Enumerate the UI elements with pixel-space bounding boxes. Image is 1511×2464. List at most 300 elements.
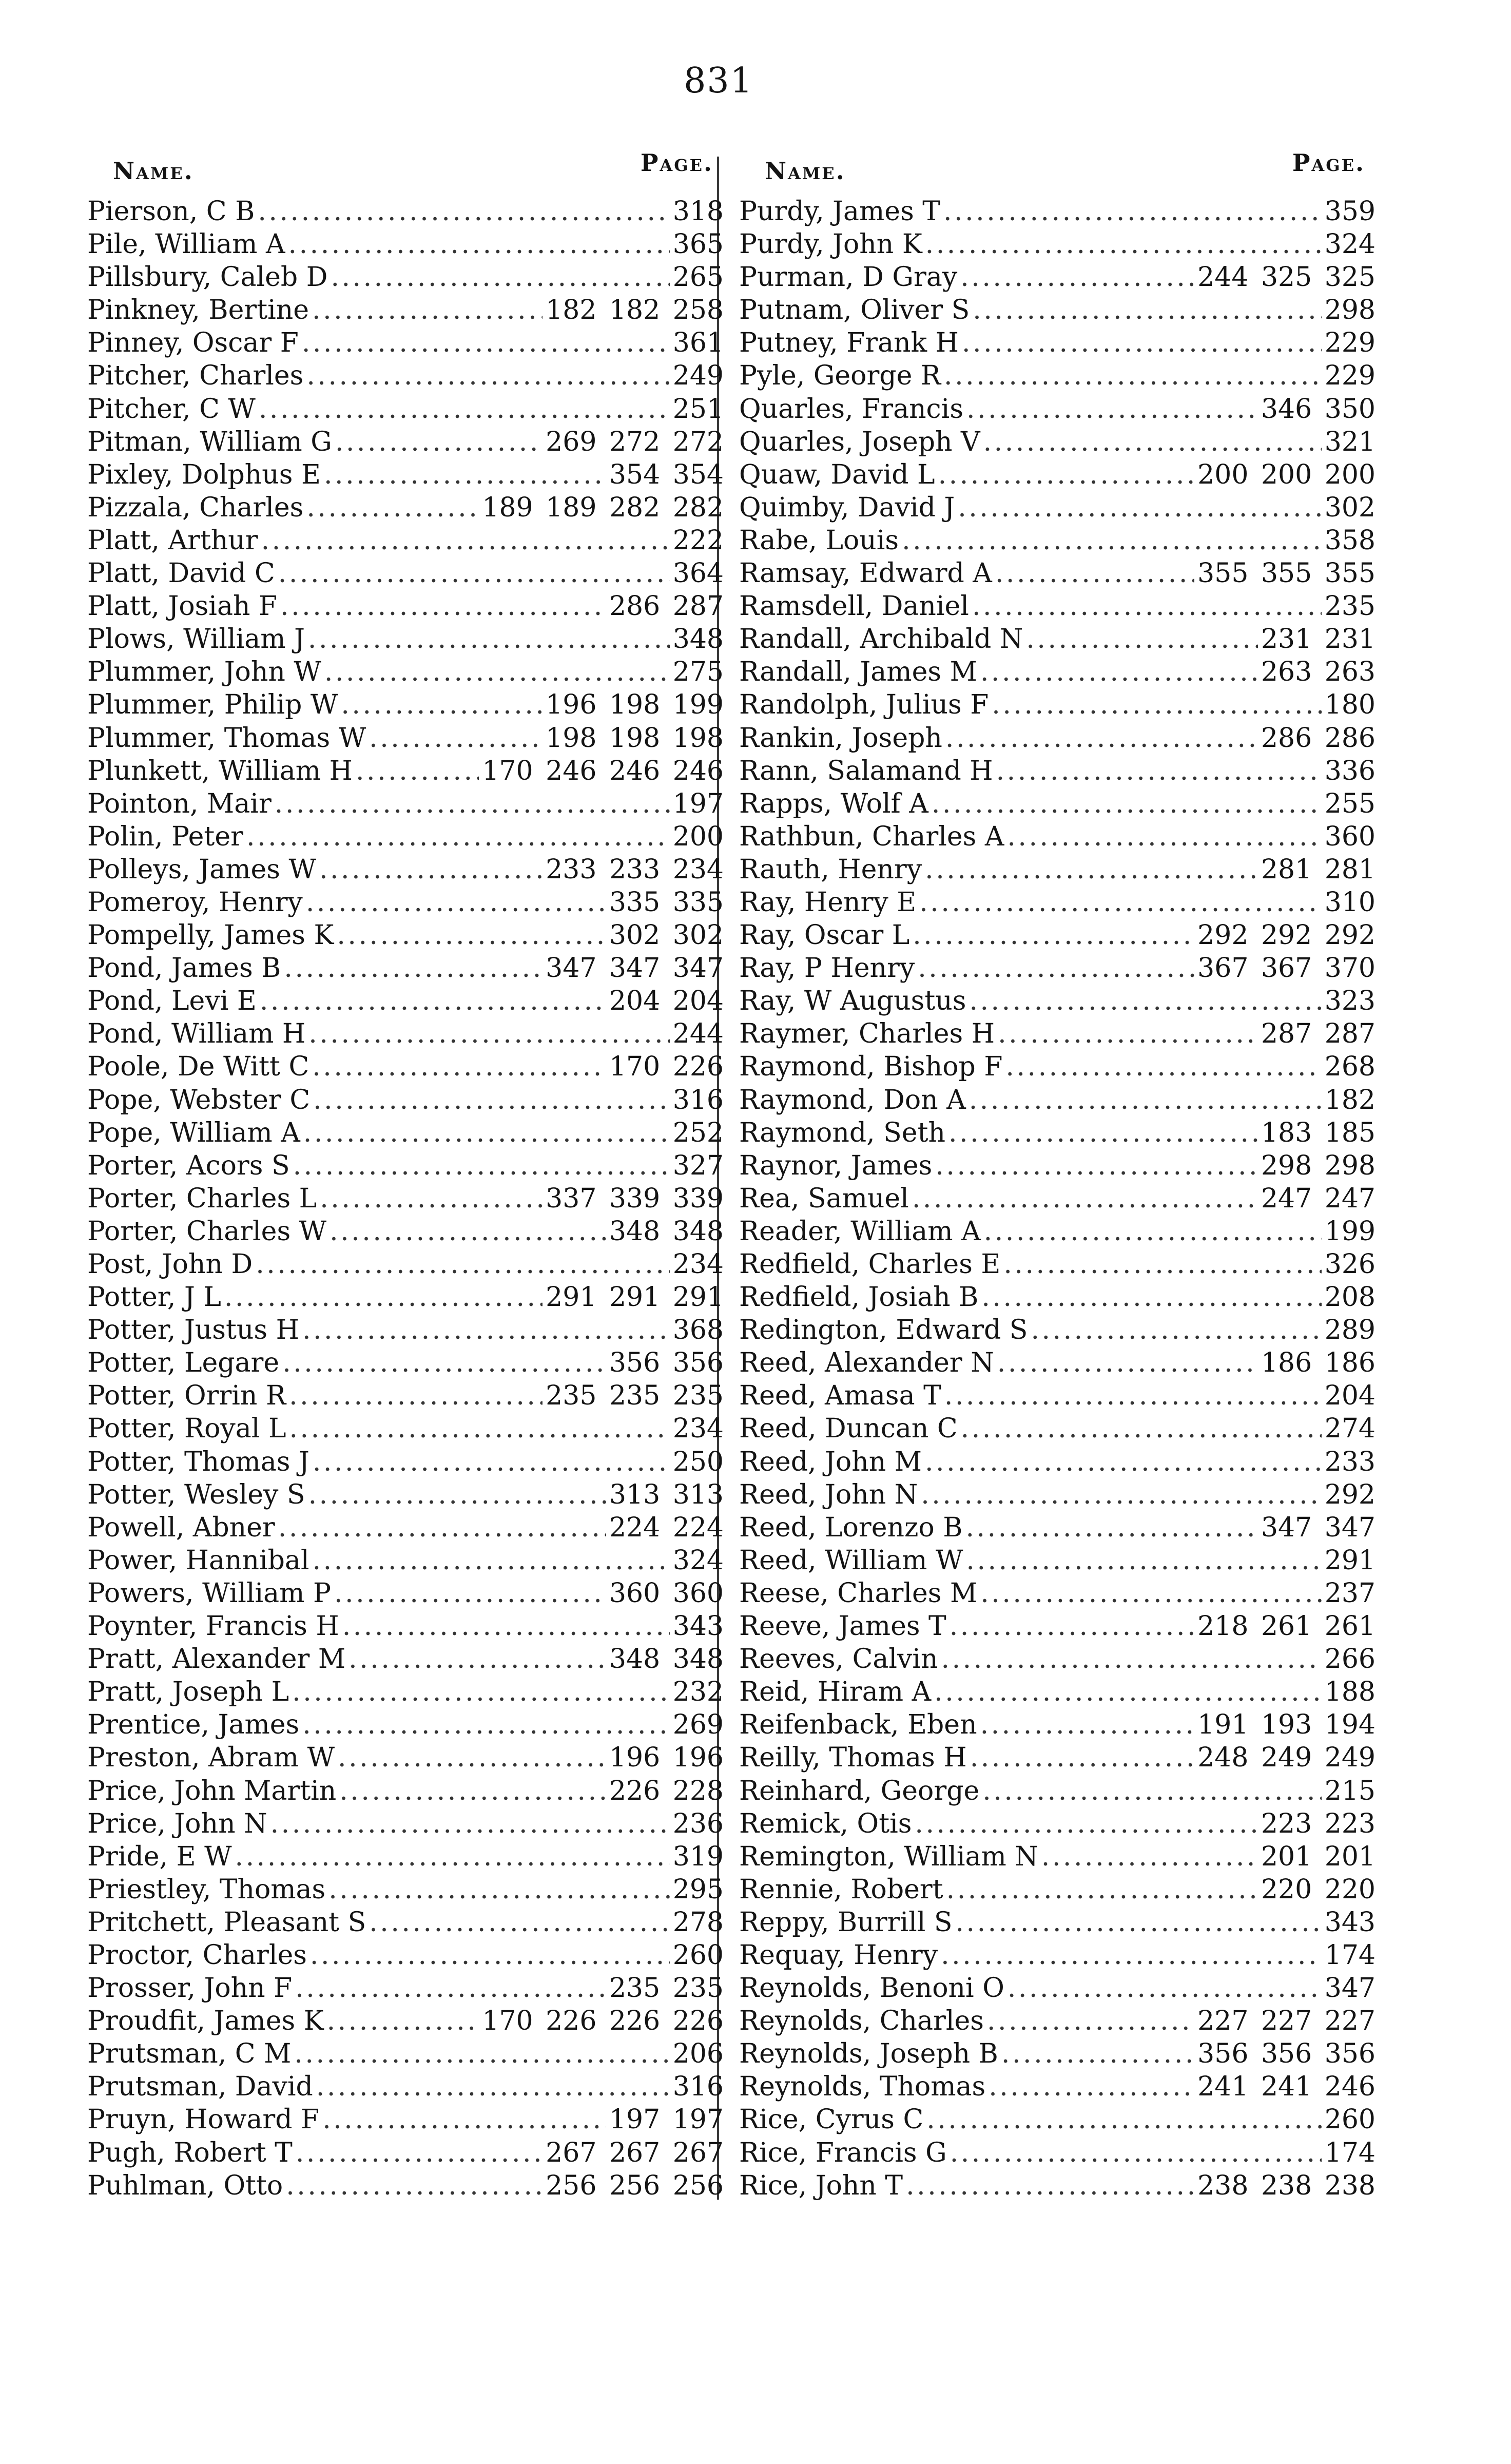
index-entry [87, 1017, 724, 1050]
entry-name: Pitcher, Charles [87, 360, 304, 392]
entry-pages: 233 233 234 [546, 854, 724, 885]
entry-pages: 224 224 [609, 1512, 724, 1543]
index-entry [739, 1116, 1376, 1149]
dot-leader [1003, 1248, 1321, 1281]
entry-name: Potter, Wesley S [87, 1479, 305, 1510]
index-entry [739, 1873, 1376, 1906]
entry-pages: 368 [672, 1315, 724, 1346]
entry-pages: 267 267 267 [546, 2137, 724, 2168]
entry-name: Plows, William J [87, 624, 305, 655]
index-entry [87, 1544, 724, 1577]
left-column [87, 149, 724, 2202]
entry-name: Reynolds, Benoni O [739, 1973, 1004, 2004]
index-entry [87, 1708, 724, 1741]
dot-leader [282, 1346, 606, 1379]
dot-leader [275, 787, 670, 820]
index-entry [739, 1840, 1376, 1873]
dot-leader [319, 853, 543, 886]
dot-leader [925, 1446, 1322, 1478]
left-column-header [87, 149, 724, 195]
index-entry [739, 1149, 1376, 1182]
entry-name: Reader, William A [739, 1216, 981, 1247]
entry-pages: 234 [672, 1413, 724, 1445]
entry-pages: 182 182 258 [546, 295, 724, 326]
entry-pages: 337 339 339 [546, 1183, 724, 1214]
entry-pages: 236 [672, 1808, 724, 1839]
right-column [739, 149, 1376, 2202]
index-entry [87, 1379, 724, 1412]
index-entry [739, 1248, 1376, 1281]
index-entry [87, 524, 724, 557]
entry-name: Purman, D Gray [739, 262, 958, 293]
entry-pages: 274 [1324, 1413, 1376, 1445]
dot-leader [926, 2103, 1321, 2136]
entry-name: Ray, Henry E [739, 887, 917, 918]
entry-pages: 196 198 199 [546, 689, 724, 721]
index-entry [87, 491, 724, 524]
entry-pages: 229 [1324, 328, 1376, 359]
entry-name: Pinkney, Bertine [87, 295, 309, 326]
index-entry [87, 1314, 724, 1346]
entry-pages: 215 [1324, 1775, 1376, 1806]
dot-leader [320, 1182, 543, 1215]
index-entry [87, 1084, 724, 1116]
index-entry [739, 952, 1376, 985]
entry-pages: 360 360 [609, 1577, 724, 1609]
entry-pages: 354 354 [609, 459, 724, 490]
entry-name: Price, John N [87, 1808, 267, 1839]
entry-name: Porter, Acors S [87, 1150, 290, 1181]
index-entry [739, 326, 1376, 359]
dot-leader [969, 985, 1321, 1017]
dot-leader [945, 722, 1258, 755]
index-entry [87, 359, 724, 392]
dot-leader [258, 195, 669, 228]
index-entry [87, 2103, 724, 2136]
entry-name: Randall, Archibald N [739, 624, 1023, 655]
dot-leader [982, 1775, 1321, 1807]
index-entry [739, 623, 1376, 656]
dot-leader [934, 1676, 1322, 1708]
index-entry [87, 1972, 724, 2005]
dot-leader [296, 2136, 543, 2169]
entry-name: Polin, Peter [87, 821, 243, 852]
entry-pages: 286 286 [1261, 722, 1376, 754]
dot-leader [302, 1314, 670, 1346]
index-entry [739, 985, 1376, 1017]
index-entry [739, 1708, 1376, 1741]
dot-leader [950, 1610, 1194, 1643]
entry-pages: 250 [672, 1446, 724, 1477]
index-entry [87, 1577, 724, 1610]
dot-leader [295, 1972, 606, 2005]
index-entry [87, 952, 724, 985]
dot-leader [302, 326, 670, 359]
dot-leader [331, 261, 669, 294]
index-entry [739, 722, 1376, 755]
dot-leader [246, 820, 670, 853]
entry-pages: 227 227 227 [1197, 2006, 1376, 2037]
dot-leader [259, 393, 670, 426]
index-entry [739, 491, 1376, 524]
entry-name: Platt, David C [87, 558, 275, 589]
index-entry [87, 688, 724, 721]
index-entry [87, 590, 724, 623]
entry-name: Potter, Legare [87, 1348, 280, 1379]
entry-name: Pompelly, James K [87, 920, 334, 951]
dot-leader [1008, 1972, 1322, 2005]
index-entry [739, 2005, 1376, 2037]
entry-name: Reynolds, Charles [739, 2006, 984, 2037]
entry-pages: 220 220 [1261, 1874, 1376, 1905]
name-header: Name. [765, 157, 846, 185]
entry-name: Purdy, John K [739, 229, 922, 260]
entry-pages: 174 [1324, 1939, 1376, 1971]
entry-name: Reed, Lorenzo B [739, 1512, 963, 1543]
index-entry [87, 1446, 724, 1478]
entry-pages: 324 [1324, 229, 1376, 260]
dot-leader [965, 1511, 1258, 1544]
dot-leader [912, 1182, 1258, 1215]
dot-leader [302, 1708, 670, 1741]
dot-leader [943, 195, 1322, 228]
index-entry [87, 1643, 724, 1676]
entry-pages: 326 [1324, 1249, 1376, 1280]
index-entry [87, 557, 724, 590]
entry-name: Rapps, Wolf A [739, 788, 928, 819]
dot-leader [324, 656, 670, 688]
dot-leader [992, 688, 1321, 721]
entry-pages: 206 [672, 2038, 724, 2070]
entry-pages: 356 356 [609, 1348, 724, 1379]
entry-pages: 260 [1324, 2104, 1376, 2135]
entry-name: Quaw, David L [739, 459, 935, 490]
dot-leader [369, 1906, 670, 1939]
dot-leader [960, 261, 1194, 294]
entry-pages: 318 [672, 196, 724, 227]
index-entry [739, 1577, 1376, 1610]
dot-leader [966, 1544, 1321, 1577]
index-entry [87, 294, 724, 326]
entry-name: Quarles, Joseph V [739, 426, 980, 457]
dot-leader [294, 2037, 669, 2070]
index-entry [87, 261, 724, 294]
index-entry [739, 1741, 1376, 1774]
entry-name: Potter, Royal L [87, 1413, 286, 1445]
entry-name: Purdy, James T [739, 196, 940, 227]
entry-pages: 347 347 [1261, 1512, 1376, 1543]
page-number: 831 [684, 61, 753, 101]
entry-name: Pierson, C B [87, 196, 255, 227]
entry-name: Reilly, Thomas H [739, 1742, 967, 1774]
entry-name: Pond, James B [87, 953, 281, 984]
entry-name: Pyle, George R [739, 360, 941, 392]
index-entry [739, 1643, 1376, 1676]
dot-leader [293, 1149, 670, 1182]
entry-pages: 252 [672, 1117, 724, 1148]
entry-pages: 292 292 292 [1197, 920, 1376, 951]
entry-name: Poynter, Francis H [87, 1611, 339, 1642]
entry-pages: 247 247 [1261, 1183, 1376, 1214]
entry-pages: 183 185 [1261, 1117, 1376, 1148]
index-entry [739, 2070, 1376, 2103]
index-entry [739, 1775, 1376, 1807]
dot-leader [327, 2005, 479, 2037]
entry-pages: 286 287 [609, 591, 724, 622]
entry-pages: 201 201 [1261, 1841, 1376, 1872]
entry-pages: 265 [672, 262, 724, 293]
index-entry [739, 755, 1376, 787]
index-entry [739, 1084, 1376, 1116]
entry-pages: 208 [1324, 1282, 1376, 1313]
entry-pages: 367 367 370 [1197, 953, 1376, 984]
dot-leader [919, 886, 1322, 919]
entry-name: Remick, Otis [739, 1808, 912, 1839]
index-entry [739, 787, 1376, 820]
dot-leader [306, 359, 669, 392]
index-entry [87, 1741, 724, 1774]
dot-leader [328, 1873, 669, 1906]
entry-name: Ramsay, Edward A [739, 558, 992, 589]
index-entry [739, 1050, 1376, 1083]
index-entry [87, 426, 724, 458]
entry-name: Ray, Oscar L [739, 920, 910, 951]
entry-name: Pitcher, C W [87, 393, 256, 425]
dot-leader [915, 1807, 1258, 1840]
entry-pages: 170 226 [609, 1051, 724, 1083]
entry-pages: 196 196 [609, 1742, 724, 1774]
dot-leader [981, 1281, 1321, 1314]
index-entry [87, 755, 724, 787]
entry-pages: 336 [1324, 755, 1376, 786]
entry-name: Reifenback, Eben [739, 1709, 977, 1741]
dot-leader [944, 1379, 1322, 1412]
index-entry [739, 2136, 1376, 2169]
entry-pages: 269 [672, 1709, 724, 1741]
index-entry [739, 688, 1376, 721]
right-column-header [739, 149, 1376, 195]
entry-pages: 174 [1324, 2137, 1376, 2168]
index-entry [739, 1446, 1376, 1478]
dot-leader [235, 1840, 670, 1873]
entry-pages: 343 [672, 1611, 724, 1642]
dot-leader [284, 952, 543, 985]
entry-pages: 365 [672, 229, 724, 260]
index-entry [739, 1182, 1376, 1215]
entry-pages: 263 263 [1261, 657, 1376, 688]
dot-leader [946, 1873, 1258, 1906]
entry-name: Pinney, Oscar F [87, 328, 299, 359]
entry-name: Pope, Webster C [87, 1084, 311, 1115]
index-entry [87, 2169, 724, 2202]
page-header: Page. [640, 149, 713, 177]
index-entry [87, 1511, 724, 1544]
entry-name: Reeve, James T [739, 1611, 946, 1642]
index-entry [739, 294, 1376, 326]
entry-name: Plummer, Philip W [87, 689, 338, 721]
index-entry [739, 1939, 1376, 1972]
dot-leader [944, 359, 1322, 392]
entry-pages: 346 350 [1261, 393, 1376, 425]
dot-leader [972, 590, 1322, 623]
index-entry [87, 458, 724, 491]
dot-leader [987, 2005, 1194, 2037]
dot-leader [998, 1017, 1258, 1050]
dot-leader [925, 228, 1322, 261]
dot-leader [980, 1708, 1195, 1741]
dot-leader [950, 2136, 1322, 2169]
dot-leader [1026, 623, 1258, 656]
entry-pages: 289 [1324, 1315, 1376, 1346]
entry-pages: 281 281 [1261, 854, 1376, 885]
dot-leader [984, 1215, 1322, 1248]
entry-name: Ramsdell, Daniel [739, 591, 969, 622]
index-entry [739, 393, 1376, 426]
index-entry [739, 1511, 1376, 1544]
dot-leader [966, 393, 1258, 426]
entry-pages: 343 [1324, 1907, 1376, 1938]
dot-leader [256, 1248, 670, 1281]
index-entry [739, 1972, 1376, 2005]
index-entry [87, 1281, 724, 1314]
index-entry [739, 2037, 1376, 2070]
index-entry [87, 1412, 724, 1445]
dot-leader [970, 1741, 1194, 1774]
dot-leader [310, 1939, 670, 1972]
index-entry [739, 1017, 1376, 1050]
dot-leader [303, 1116, 670, 1149]
dot-leader [369, 722, 543, 755]
entry-name: Ray, W Augustus [739, 986, 966, 1017]
entry-pages: 188 [1324, 1677, 1376, 1708]
dot-leader [337, 919, 606, 952]
entry-pages: 170 226 226 226 [482, 2006, 724, 2037]
entry-name: Remington, William N [739, 1841, 1038, 1872]
entry-name: Pratt, Joseph L [87, 1677, 289, 1708]
dot-leader [324, 458, 606, 491]
entry-pages: 356 356 356 [1197, 2038, 1376, 2070]
entry-pages: 233 [1324, 1446, 1376, 1477]
entry-name: Proctor, Charles [87, 1939, 307, 1971]
entry-name: Platt, Josiah F [87, 591, 278, 622]
dot-leader [312, 1050, 606, 1083]
index-entry [739, 919, 1376, 952]
index-entry [87, 2136, 724, 2169]
index-entry [87, 1346, 724, 1379]
entry-name: Randall, James M [739, 657, 977, 688]
entry-pages: 229 [1324, 360, 1376, 392]
entry-pages: 268 [1324, 1051, 1376, 1083]
entry-pages: 235 235 235 [546, 1380, 724, 1412]
entry-pages: 232 [672, 1677, 724, 1708]
dot-leader [288, 228, 670, 261]
index-entry [87, 1215, 724, 1248]
index-entry [87, 1775, 724, 1807]
dot-leader [983, 426, 1322, 458]
entry-pages: 355 355 355 [1197, 558, 1376, 589]
entry-pages: 323 [1324, 986, 1376, 1017]
dot-leader [341, 688, 543, 721]
entry-pages: 235 [1324, 591, 1376, 622]
entry-pages: 199 [1324, 1216, 1376, 1247]
dot-leader [932, 787, 1322, 820]
index-entry [87, 1610, 724, 1643]
index-entry [739, 1281, 1376, 1314]
entry-name: Putney, Frank H [739, 328, 959, 359]
entry-name: Plunkett, William H [87, 755, 353, 786]
entry-name: Pruyn, Howard F [87, 2104, 320, 2135]
index-entry [739, 557, 1376, 590]
index-entry [739, 853, 1376, 886]
entry-pages: 313 313 [609, 1479, 724, 1510]
dot-leader [338, 1741, 606, 1774]
entry-pages: 361 [672, 328, 724, 359]
dot-leader [260, 985, 606, 1017]
dot-leader [356, 755, 479, 787]
index-entry [739, 1215, 1376, 1248]
entry-name: Reed, William W [739, 1545, 963, 1576]
dot-leader [938, 458, 1195, 491]
entry-pages: 335 335 [609, 887, 724, 918]
index-entry [87, 1676, 724, 1708]
entry-name: Power, Hannibal [87, 1545, 309, 1576]
index-entry [739, 1379, 1376, 1412]
dot-leader [292, 1676, 670, 1708]
index-entry [87, 2037, 724, 2070]
dot-leader [962, 326, 1322, 359]
entry-name: Pride, E W [87, 1841, 232, 1872]
entry-name: Reeves, Calvin [739, 1644, 938, 1675]
index-entry [739, 1906, 1376, 1939]
entry-pages: 234 [672, 1249, 724, 1280]
entry-pages: 360 [1324, 821, 1376, 852]
entry-name: Puhlman, Otto [87, 2170, 283, 2201]
index-entry [739, 359, 1376, 392]
entry-pages: 302 302 [609, 920, 724, 951]
dot-leader [925, 853, 1258, 886]
entry-pages: 298 [1324, 295, 1376, 326]
entry-name: Reynolds, Thomas [739, 2071, 986, 2103]
dot-leader [958, 491, 1321, 524]
index-entry [87, 195, 724, 228]
dot-leader [335, 426, 543, 458]
index-entry [87, 1906, 724, 1939]
entry-pages: 310 [1324, 887, 1376, 918]
index-entry [87, 326, 724, 359]
entry-name: Reid, Hiram A [739, 1677, 932, 1708]
entry-name: Pile, William A [87, 229, 285, 260]
index-entry [87, 1478, 724, 1511]
entry-pages: 237 [1324, 1577, 1376, 1609]
entry-pages: 321 [1324, 426, 1376, 457]
entry-name: Plummer, John W [87, 657, 321, 688]
dot-leader [348, 1643, 606, 1676]
index-entry [87, 656, 724, 688]
index-entry [739, 820, 1376, 853]
dot-leader [306, 886, 606, 919]
entry-name: Pond, William H [87, 1018, 306, 1050]
entry-name: Pixley, Dolphus E [87, 459, 321, 490]
index-entry [739, 1610, 1376, 1643]
entry-pages: 316 [672, 1084, 724, 1115]
index-entry [739, 524, 1376, 557]
entry-name: Pugh, Robert T [87, 2137, 293, 2168]
entry-name: Ray, P Henry [739, 953, 915, 984]
entry-pages: 180 [1324, 689, 1376, 721]
entry-name: Prentice, James [87, 1709, 300, 1741]
index-entry [739, 1544, 1376, 1577]
entry-pages: 269 272 272 [546, 426, 724, 457]
